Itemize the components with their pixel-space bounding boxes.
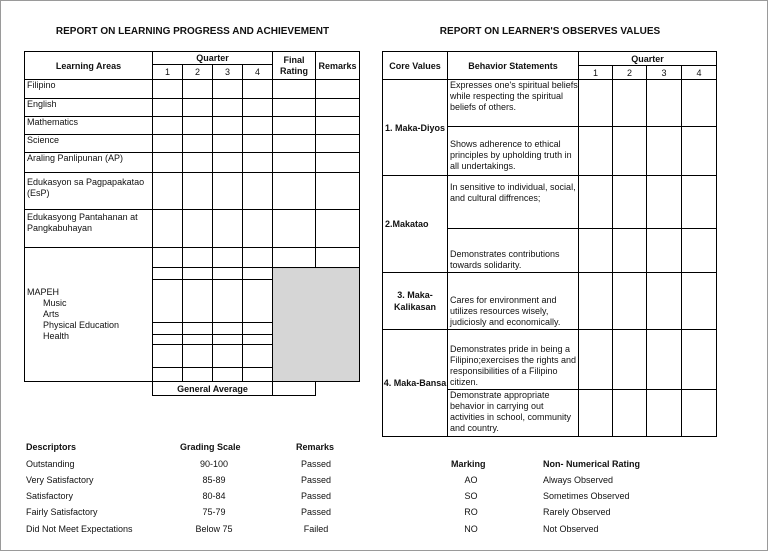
- behavior-statement: Demonstrates pride in being a Filipino;exercises the rights and responsibilities of a Filipino citizen.: [448, 330, 579, 390]
- rating-cell[interactable]: [579, 176, 613, 229]
- grade-cell[interactable]: [153, 335, 183, 345]
- mapeh-pe: Physical Education: [43, 320, 120, 330]
- subject-epp: Edukasyong Pantahanan at Pangkabuhayan: [25, 210, 153, 248]
- marking-header: Marking: [451, 459, 486, 469]
- rating-cell[interactable]: [647, 80, 682, 127]
- core-value-maka-kalikasan: 3. Maka-Kalikasan: [383, 273, 448, 330]
- grade-cell[interactable]: [183, 368, 213, 382]
- subject-english: English: [25, 99, 153, 117]
- final-rating-cell[interactable]: [273, 173, 316, 210]
- marking-code: SO: [464, 491, 478, 501]
- grade-cell[interactable]: [153, 323, 183, 335]
- descriptors-header: Descriptors: [26, 442, 77, 452]
- grade-cell[interactable]: [213, 153, 243, 173]
- grade-cell[interactable]: [153, 368, 183, 382]
- grade-cell[interactable]: [183, 173, 213, 210]
- final-rating-cell[interactable]: [273, 135, 316, 153]
- rating-cell[interactable]: [682, 273, 717, 330]
- grade-cell[interactable]: [153, 135, 183, 153]
- grade-cell[interactable]: [243, 153, 273, 173]
- core-value-makatao: 2.Makatao: [383, 176, 448, 273]
- behavior-statement: Cares for environment and utilizes resources wisely, judiciosly and economically.: [448, 273, 579, 330]
- grade-cell[interactable]: [243, 345, 273, 368]
- non-numerical-rating-header: Non- Numerical Rating: [543, 459, 641, 469]
- quarter-3: 3: [213, 65, 243, 80]
- descriptor: Did Not Meet Expectations: [26, 524, 133, 534]
- grading-scale-header: Grading Scale: [180, 442, 241, 452]
- rating-cell[interactable]: [579, 390, 613, 437]
- rating-cell[interactable]: [682, 176, 717, 229]
- non-numerical-rating: Rarely Observed: [543, 507, 611, 517]
- rating-cell[interactable]: [647, 390, 682, 437]
- rating-cell[interactable]: [682, 330, 717, 390]
- remarks-cell[interactable]: [316, 135, 360, 153]
- quarter-2: 2: [613, 66, 647, 80]
- mapeh-arts: Arts: [43, 309, 60, 319]
- rating-cell[interactable]: [613, 80, 647, 127]
- rating-cell[interactable]: [579, 229, 613, 273]
- grade-cell[interactable]: [243, 135, 273, 153]
- grade-cell[interactable]: [183, 99, 213, 117]
- col-remarks: Remarks: [316, 52, 360, 80]
- quarter-1: 1: [153, 65, 183, 80]
- rating-cell[interactable]: [613, 273, 647, 330]
- descriptor: Outstanding: [26, 459, 75, 469]
- marking-code: AO: [464, 475, 478, 485]
- grading-scale: 90-100: [199, 459, 229, 469]
- values-title: REPORT ON LEARNER'S OBSERVES VALUES: [439, 26, 661, 37]
- subject-filipino: Filipino: [25, 80, 153, 99]
- grade-cell[interactable]: [153, 248, 183, 268]
- rating-cell[interactable]: [613, 176, 647, 229]
- remark: Passed: [300, 491, 332, 501]
- grade-cell[interactable]: [213, 335, 243, 345]
- remarks-cell[interactable]: [316, 117, 360, 135]
- final-rating-cell[interactable]: [273, 117, 316, 135]
- remark: Passed: [300, 507, 332, 517]
- final-rating-cell[interactable]: [273, 248, 316, 268]
- grade-cell[interactable]: [213, 135, 243, 153]
- progress-title: REPORT ON LEARNING PROGRESS AND ACHIEVEMENT: [55, 26, 330, 37]
- grade-cell[interactable]: [183, 135, 213, 153]
- col-learning-areas: Learning Areas: [25, 52, 153, 80]
- rating-cell[interactable]: [647, 229, 682, 273]
- subject-science: Science: [25, 135, 153, 153]
- grade-cell[interactable]: [243, 99, 273, 117]
- grade-cell[interactable]: [243, 80, 273, 99]
- remark: Passed: [300, 475, 332, 485]
- col-behavior-statements: Behavior Statements: [448, 52, 579, 80]
- grade-cell[interactable]: [183, 117, 213, 135]
- col-final-rating: Final Rating: [273, 52, 316, 80]
- rating-cell[interactable]: [647, 273, 682, 330]
- grade-cell[interactable]: [243, 323, 273, 335]
- remarks-cell[interactable]: [316, 99, 360, 117]
- rating-cell[interactable]: [647, 127, 682, 176]
- marking-code: RO: [464, 507, 478, 517]
- mapeh-label: MAPEH: [27, 287, 60, 297]
- grade-cell[interactable]: [243, 210, 273, 248]
- grade-cell[interactable]: [183, 153, 213, 173]
- subject-mathematics: Mathematics: [25, 117, 153, 135]
- core-value-maka-diyos: 1. Maka-Diyos: [383, 80, 448, 176]
- grade-cell[interactable]: [183, 335, 213, 345]
- grade-cell[interactable]: [153, 173, 183, 210]
- remarks-cell[interactable]: [316, 248, 360, 268]
- final-rating-cell[interactable]: [273, 99, 316, 117]
- col-quarter: Quarter: [153, 52, 273, 65]
- remarks-header: Remarks: [296, 442, 335, 452]
- remarks-cell[interactable]: [316, 153, 360, 173]
- quarter-4: 4: [243, 65, 273, 80]
- quarter-4: 4: [682, 66, 717, 80]
- quarter-3: 3: [647, 66, 682, 80]
- grade-cell[interactable]: [213, 248, 243, 268]
- grade-cell[interactable]: [153, 280, 183, 323]
- values-table: [382, 51, 717, 437]
- remarks-cell[interactable]: [316, 80, 360, 99]
- rating-cell[interactable]: [579, 330, 613, 390]
- grade-cell[interactable]: [183, 280, 213, 323]
- grade-cell[interactable]: [213, 99, 243, 117]
- grade-cell[interactable]: [153, 345, 183, 368]
- subject-ap: Araling Panlipunan (AP): [25, 153, 153, 173]
- grade-cell[interactable]: [153, 210, 183, 248]
- grade-cell[interactable]: [243, 368, 273, 382]
- non-numerical-rating: Always Observed: [543, 475, 614, 485]
- behavior-statement: Shows adherence to ethical principles by upholding truth in all undertakings.: [448, 127, 579, 176]
- grade-cell[interactable]: [243, 268, 273, 280]
- quarter-2: 2: [183, 65, 213, 80]
- behavior-statement: Demonstrates contributions towards solidarity.: [448, 229, 579, 273]
- mapeh-health: Health: [43, 331, 70, 341]
- grading-scale: Below 75: [195, 524, 233, 534]
- grade-cell[interactable]: [183, 323, 213, 335]
- col-core-values: Core Values: [383, 52, 448, 80]
- col-quarter: Quarter: [579, 52, 717, 66]
- grade-cell[interactable]: [153, 99, 183, 117]
- grade-cell[interactable]: [243, 335, 273, 345]
- final-rating-cell[interactable]: [273, 80, 316, 99]
- remark: Passed: [300, 459, 332, 469]
- descriptor: Very Satisfactory: [26, 475, 94, 485]
- remarks-cell[interactable]: [316, 210, 360, 248]
- descriptor: Fairly Satisfactory: [26, 507, 98, 517]
- rating-cell[interactable]: [647, 176, 682, 229]
- rating-cell[interactable]: [682, 80, 717, 127]
- mapeh-music: Music: [43, 298, 67, 308]
- grade-cell[interactable]: [213, 210, 243, 248]
- descriptor: Satisfactory: [26, 491, 74, 501]
- grade-cell[interactable]: [153, 153, 183, 173]
- progress-table: [24, 51, 360, 396]
- marking-code: NO: [464, 524, 478, 534]
- grade-cell[interactable]: [213, 323, 243, 335]
- behavior-statement: Expresses one's spiritual beliefs while respecting the spiritual beliefs of others.: [448, 80, 579, 127]
- core-value-maka-bansa: 4. Maka-Bansa: [383, 330, 448, 437]
- subject-esp: Edukasyon sa Pagpapakatao (EsP): [25, 173, 153, 210]
- non-numerical-rating: Sometimes Observed: [543, 491, 630, 501]
- rating-cell[interactable]: [579, 80, 613, 127]
- rating-cell[interactable]: [682, 229, 717, 273]
- grade-cell[interactable]: [243, 280, 273, 323]
- grade-cell[interactable]: [243, 173, 273, 210]
- rating-cell[interactable]: [613, 127, 647, 176]
- grade-cell[interactable]: [183, 268, 213, 280]
- rating-cell[interactable]: [613, 330, 647, 390]
- remark: Failed: [303, 524, 329, 534]
- rating-cell[interactable]: [682, 127, 717, 176]
- general-average-label: General Average: [153, 382, 273, 396]
- grading-scale: 80-84: [202, 491, 226, 501]
- grade-cell[interactable]: [183, 248, 213, 268]
- rating-cell[interactable]: [613, 390, 647, 437]
- general-average-cell[interactable]: [273, 382, 316, 396]
- rating-cell[interactable]: [579, 127, 613, 176]
- grading-scale: 75-79: [202, 507, 226, 517]
- grade-cell[interactable]: [153, 268, 183, 280]
- rating-cell[interactable]: [647, 330, 682, 390]
- grade-cell[interactable]: [183, 80, 213, 99]
- shaded-area: [273, 268, 360, 382]
- rating-cell[interactable]: [579, 273, 613, 330]
- grade-cell[interactable]: [153, 80, 183, 99]
- remarks-cell[interactable]: [316, 173, 360, 210]
- non-numerical-rating: Not Observed: [543, 524, 599, 534]
- grade-cell[interactable]: [213, 173, 243, 210]
- grade-cell[interactable]: [183, 210, 213, 248]
- quarter-1: 1: [579, 66, 613, 80]
- subject-mapeh: [25, 248, 153, 382]
- final-rating-cell[interactable]: [273, 210, 316, 248]
- grading-scale: 85-89: [202, 475, 226, 485]
- grade-cell[interactable]: [243, 117, 273, 135]
- grade-cell[interactable]: [213, 268, 243, 280]
- grade-cell[interactable]: [213, 80, 243, 99]
- final-rating-cell[interactable]: [273, 153, 316, 173]
- rating-cell[interactable]: [613, 229, 647, 273]
- behavior-statement: In sensitive to individual, social, and cultural diffrences;: [448, 176, 579, 229]
- grade-cell[interactable]: [213, 368, 243, 382]
- grade-cell[interactable]: [183, 345, 213, 368]
- grade-cell[interactable]: [153, 117, 183, 135]
- grade-cell[interactable]: [213, 345, 243, 368]
- rating-cell[interactable]: [682, 390, 717, 437]
- grade-cell[interactable]: [213, 280, 243, 323]
- grade-cell[interactable]: [213, 117, 243, 135]
- behavior-statement: Demonstrate appropriate behavior in carrying out activities in school, community and country.: [448, 390, 579, 437]
- grade-cell[interactable]: [243, 248, 273, 268]
